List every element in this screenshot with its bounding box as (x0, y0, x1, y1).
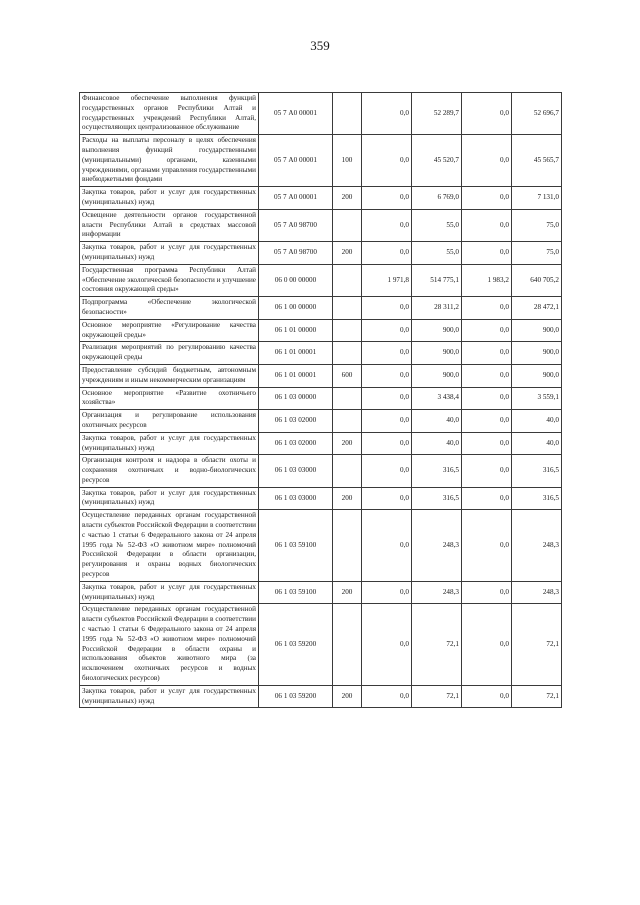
row-code-cell: 05 7 А0 98700 (259, 209, 333, 241)
row-name-cell: Финансовое обеспечение выполнения функций государственных органов Республики Алтай и государственных учреждений Республики Алтай, осуществляющих централизованное обслуживание (80, 93, 259, 135)
row-value-3-cell: 0,0 (462, 364, 512, 387)
row-expense-type-cell (333, 297, 362, 320)
row-expense-type-cell (333, 209, 362, 241)
row-value-2-cell: 6 769,0 (412, 187, 462, 210)
row-code-cell: 06 1 03 00000 (259, 387, 333, 410)
row-code-cell: 06 1 03 59200 (259, 604, 333, 685)
row-value-2-cell: 55,0 (412, 242, 462, 265)
row-name-cell: Расходы на выплаты персоналу в целях обеспечения выполнения функций государственными (муниципальными) органами, казенными учреждениями, органами управления государственными внебюджетными фондами (80, 135, 259, 187)
table-row (80, 93, 562, 135)
row-value-1-cell: 0,0 (362, 364, 412, 387)
row-name-cell: Закупка товаров, работ и услуг для государственных (муниципальных) нужд (80, 242, 259, 265)
row-value-2-cell: 28 311,2 (412, 297, 462, 320)
page-number: 359 (310, 38, 330, 53)
row-value-1-cell: 0,0 (362, 209, 412, 241)
table-row (80, 455, 562, 487)
row-value-1-cell: 0,0 (362, 93, 412, 135)
row-code-cell: 06 0 00 00000 (259, 264, 333, 296)
row-value-4-cell: 72,1 (512, 685, 562, 708)
table-row (80, 581, 562, 604)
row-expense-type-cell (333, 455, 362, 487)
row-expense-type-cell: 200 (333, 432, 362, 455)
table-row (80, 342, 562, 365)
row-expense-type-cell (333, 93, 362, 135)
row-name-cell: Осуществление переданных органам государственной власти субъектов Российской Федерации в соответствии с частью 1 статьи 6 Федерального закона от 24 апреля 1995 года № 52-ФЗ «О животном мире» полномочий Российской Федерации в области охраны и использования объектов животного мира (за исключением охотничьих ресурсов и водных биологических ресурсов) (80, 604, 259, 685)
table-row (80, 487, 562, 510)
row-code-cell: 06 1 03 02000 (259, 432, 333, 455)
row-value-4-cell: 75,0 (512, 242, 562, 265)
table-row (80, 364, 562, 387)
row-value-4-cell: 248,3 (512, 581, 562, 604)
row-value-2-cell: 900,0 (412, 319, 462, 342)
row-value-2-cell: 52 289,7 (412, 93, 462, 135)
table-row (80, 432, 562, 455)
table-row (80, 685, 562, 708)
row-value-3-cell: 0,0 (462, 93, 512, 135)
row-value-2-cell: 316,5 (412, 487, 462, 510)
row-value-3-cell: 0,0 (462, 410, 512, 433)
row-code-cell: 06 1 00 00000 (259, 297, 333, 320)
row-code-cell: 06 1 03 59100 (259, 510, 333, 582)
table-row (80, 510, 562, 582)
row-value-3-cell: 0,0 (462, 455, 512, 487)
row-code-cell: 06 1 03 59100 (259, 581, 333, 604)
row-name-cell: Предоставление субсидий бюджетным, автономным учреждениям и иным некоммерческим организациям (80, 364, 259, 387)
table-row (80, 297, 562, 320)
row-value-1-cell: 0,0 (362, 685, 412, 708)
row-value-3-cell: 1 983,2 (462, 264, 512, 296)
row-name-cell: Основное мероприятие «Регулирование качества окружающей среды» (80, 319, 259, 342)
row-expense-type-cell: 200 (333, 187, 362, 210)
row-name-cell: Закупка товаров, работ и услуг для государственных (муниципальных) нужд (80, 685, 259, 708)
row-name-cell: Закупка товаров, работ и услуг для государственных (муниципальных) нужд (80, 487, 259, 510)
row-value-2-cell: 72,1 (412, 604, 462, 685)
row-name-cell: Государственная программа Республики Алтай «Обеспечение экологической безопасности и улучшение состояния окружающей среды» (80, 264, 259, 296)
row-code-cell: 05 7 А0 00001 (259, 93, 333, 135)
row-value-1-cell: 0,0 (362, 297, 412, 320)
row-name-cell: Осуществление переданных органам государственной власти субъектов Российской Федерации в соответствии с частью 1 статьи 6 Федерального закона от 24 апреля 1995 года № 52-ФЗ «О животном мире» полномочий Российской Федерации в области организации, регулирования и охраны водных биологических ресурсов (80, 510, 259, 582)
row-value-1-cell: 0,0 (362, 581, 412, 604)
row-code-cell: 06 1 03 59200 (259, 685, 333, 708)
row-value-1-cell: 0,0 (362, 242, 412, 265)
row-value-3-cell: 0,0 (462, 487, 512, 510)
row-name-cell: Закупка товаров, работ и услуг для государственных (муниципальных) нужд (80, 581, 259, 604)
row-value-2-cell: 900,0 (412, 364, 462, 387)
row-value-3-cell: 0,0 (462, 604, 512, 685)
row-name-cell: Закупка товаров, работ и услуг для государственных (муниципальных) нужд (80, 432, 259, 455)
row-expense-type-cell (333, 604, 362, 685)
row-value-1-cell: 0,0 (362, 510, 412, 582)
row-value-4-cell: 640 705,2 (512, 264, 562, 296)
row-code-cell: 06 1 01 00000 (259, 319, 333, 342)
row-code-cell: 05 7 А0 98700 (259, 242, 333, 265)
budget-table (79, 92, 562, 708)
row-value-3-cell: 0,0 (462, 432, 512, 455)
row-value-2-cell: 55,0 (412, 209, 462, 241)
row-value-3-cell: 0,0 (462, 342, 512, 365)
row-value-1-cell: 0,0 (362, 432, 412, 455)
row-expense-type-cell: 200 (333, 242, 362, 265)
row-value-4-cell: 75,0 (512, 209, 562, 241)
row-name-cell: Закупка товаров, работ и услуг для государственных (муниципальных) нужд (80, 187, 259, 210)
row-name-cell: Основное мероприятие «Развитие охотничьего хозяйства» (80, 387, 259, 410)
table-row (80, 264, 562, 296)
row-expense-type-cell: 200 (333, 581, 362, 604)
row-value-2-cell: 900,0 (412, 342, 462, 365)
row-expense-type-cell (333, 264, 362, 296)
row-code-cell: 06 1 03 02000 (259, 410, 333, 433)
table-row (80, 410, 562, 433)
row-value-4-cell: 40,0 (512, 410, 562, 433)
table-row (80, 387, 562, 410)
row-value-4-cell: 900,0 (512, 319, 562, 342)
table-body (80, 93, 562, 708)
row-value-2-cell: 40,0 (412, 432, 462, 455)
row-code-cell: 05 7 А0 00001 (259, 187, 333, 210)
table-row (80, 187, 562, 210)
row-value-4-cell: 900,0 (512, 364, 562, 387)
row-value-3-cell: 0,0 (462, 319, 512, 342)
row-value-4-cell: 7 131,0 (512, 187, 562, 210)
row-value-3-cell: 0,0 (462, 685, 512, 708)
row-name-cell: Реализация мероприятий по регулированию качества окружающей среды (80, 342, 259, 365)
row-value-4-cell: 28 472,1 (512, 297, 562, 320)
row-value-2-cell: 72,1 (412, 685, 462, 708)
table-row (80, 319, 562, 342)
row-expense-type-cell (333, 510, 362, 582)
row-name-cell: Освещение деятельности органов государственной власти Республики Алтай в средствах массовой информации (80, 209, 259, 241)
row-value-4-cell: 316,5 (512, 455, 562, 487)
row-value-3-cell: 0,0 (462, 387, 512, 410)
row-code-cell: 06 1 03 03000 (259, 455, 333, 487)
row-value-3-cell: 0,0 (462, 242, 512, 265)
row-value-4-cell: 3 559,1 (512, 387, 562, 410)
row-value-4-cell: 52 696,7 (512, 93, 562, 135)
row-value-2-cell: 248,3 (412, 510, 462, 582)
row-value-2-cell: 316,5 (412, 455, 462, 487)
row-value-2-cell: 514 775,1 (412, 264, 462, 296)
row-value-3-cell: 0,0 (462, 510, 512, 582)
row-expense-type-cell (333, 319, 362, 342)
row-value-2-cell: 45 520,7 (412, 135, 462, 187)
table-row (80, 604, 562, 685)
row-value-4-cell: 316,5 (512, 487, 562, 510)
row-value-1-cell: 0,0 (362, 135, 412, 187)
row-value-1-cell: 0,0 (362, 604, 412, 685)
row-code-cell: 05 7 А0 00001 (259, 135, 333, 187)
row-name-cell: Подпрограмма «Обеспечение экологической безопасности» (80, 297, 259, 320)
row-value-1-cell: 0,0 (362, 387, 412, 410)
row-value-4-cell: 45 565,7 (512, 135, 562, 187)
row-expense-type-cell: 200 (333, 685, 362, 708)
row-value-3-cell: 0,0 (462, 187, 512, 210)
row-value-1-cell: 0,0 (362, 342, 412, 365)
row-value-1-cell: 0,0 (362, 410, 412, 433)
row-expense-type-cell (333, 342, 362, 365)
row-value-2-cell: 40,0 (412, 410, 462, 433)
row-value-3-cell: 0,0 (462, 135, 512, 187)
row-expense-type-cell (333, 410, 362, 433)
row-name-cell: Организация контроля и надзора в области охоты и сохранения охотничьих и водно-биологических ресурсов (80, 455, 259, 487)
row-expense-type-cell: 600 (333, 364, 362, 387)
row-code-cell: 06 1 03 03000 (259, 487, 333, 510)
row-value-4-cell: 900,0 (512, 342, 562, 365)
row-value-1-cell: 0,0 (362, 455, 412, 487)
table-row (80, 135, 562, 187)
row-value-3-cell: 0,0 (462, 297, 512, 320)
row-code-cell: 06 1 01 00001 (259, 364, 333, 387)
row-value-4-cell: 40,0 (512, 432, 562, 455)
row-value-1-cell: 1 971,8 (362, 264, 412, 296)
row-value-1-cell: 0,0 (362, 487, 412, 510)
table-row (80, 209, 562, 241)
row-value-1-cell: 0,0 (362, 187, 412, 210)
row-value-1-cell: 0,0 (362, 319, 412, 342)
row-value-3-cell: 0,0 (462, 209, 512, 241)
row-code-cell: 06 1 01 00001 (259, 342, 333, 365)
row-expense-type-cell (333, 387, 362, 410)
row-value-4-cell: 72,1 (512, 604, 562, 685)
row-value-2-cell: 248,3 (412, 581, 462, 604)
row-value-4-cell: 248,3 (512, 510, 562, 582)
row-value-2-cell: 3 438,4 (412, 387, 462, 410)
table-row (80, 242, 562, 265)
row-expense-type-cell: 100 (333, 135, 362, 187)
row-name-cell: Организация и регулирование использования охотничьих ресурсов (80, 410, 259, 433)
row-value-3-cell: 0,0 (462, 581, 512, 604)
row-expense-type-cell: 200 (333, 487, 362, 510)
